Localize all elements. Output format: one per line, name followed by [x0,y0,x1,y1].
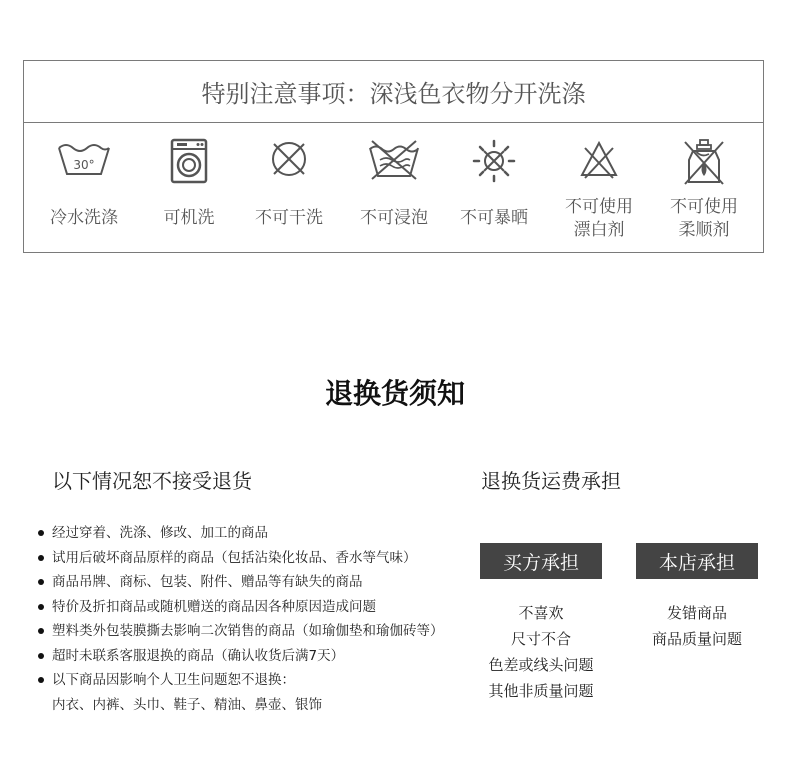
list-item: 发错商品 [666,604,727,622]
list-item: 商品质量问题 [651,630,742,648]
bullet-icon [38,530,44,536]
hygiene-items: 内衣、内裤、头巾、鞋子、精油、鼻壶、银饰 [52,696,322,713]
care-label: 不可干洗 [255,208,323,228]
care-label: 可机洗 [163,208,215,228]
care-label: 不可使用 [670,197,738,217]
care-label: 不可浸泡 [360,208,428,228]
no-sun-icon [470,138,518,184]
no-return-title: 以下情况恕不接受退货 [52,469,252,493]
care-title: 特别注意事项：深浅色衣物分开洗涤 [24,61,763,123]
care-label: 冷水洗涤 [50,208,118,228]
bullet-icon [38,604,44,610]
care-label: 漂白剂 [573,220,625,240]
list-item: 其他非质量问题 [488,682,594,700]
svg-text:30°: 30° [73,158,95,172]
bullet-icon [38,628,44,634]
shop-reasons-list [626,600,768,652]
care-icons-row [24,123,763,253]
care-instructions-box [23,60,764,253]
list-item: 不喜欢 [518,604,564,622]
wash-30-icon [56,138,112,178]
list-item: 特价及折扣商品或随机赠送的商品因各种原因造成问题 [38,595,444,620]
list-item: 尺寸不合 [510,630,571,648]
list-item: 试用后破坏商品原样的商品（包括沾染化妆品、香水等气味） [38,546,444,571]
list-item: 色差或线头问题 [488,656,594,674]
bullet-icon [38,677,44,683]
buyer-reasons-list [470,600,612,704]
list-item: 经过穿着、洗涤、修改、加工的商品 [38,521,444,546]
list-item: 塑料类外包装膜撕去影响二次销售的商品（如瑜伽垫和瑜伽砖等） [38,619,444,644]
care-label: 不可暴晒 [460,208,528,228]
returns-heading: 退换货须知 [324,377,465,410]
bullet-icon [38,579,44,585]
shipping-cost-title: 退换货运费承担 [481,469,621,493]
no-soak-icon [366,138,422,182]
no-return-conditions-list [38,521,444,717]
no-bleach-icon [577,138,621,182]
bullet-icon [38,555,44,561]
buyer-pays-tag: 买方承担 [480,543,602,579]
shop-pays-tag: 本店承担 [636,543,758,579]
care-label: 不可使用 [565,197,633,217]
list-item: 商品吊牌、商标、包装、附件、赠品等有缺失的商品 [38,570,444,595]
bullet-icon [38,653,44,659]
no-dry-clean-icon [268,138,310,180]
list-item: 以下商品因影响个人卫生问题恕不退换： [38,668,444,693]
machine-wash-icon [169,138,209,184]
care-label: 柔顺剂 [678,220,730,240]
list-item: 超时未联系客服退换的商品（确认收货后满7天） [38,644,444,669]
no-softener-icon [681,138,727,186]
